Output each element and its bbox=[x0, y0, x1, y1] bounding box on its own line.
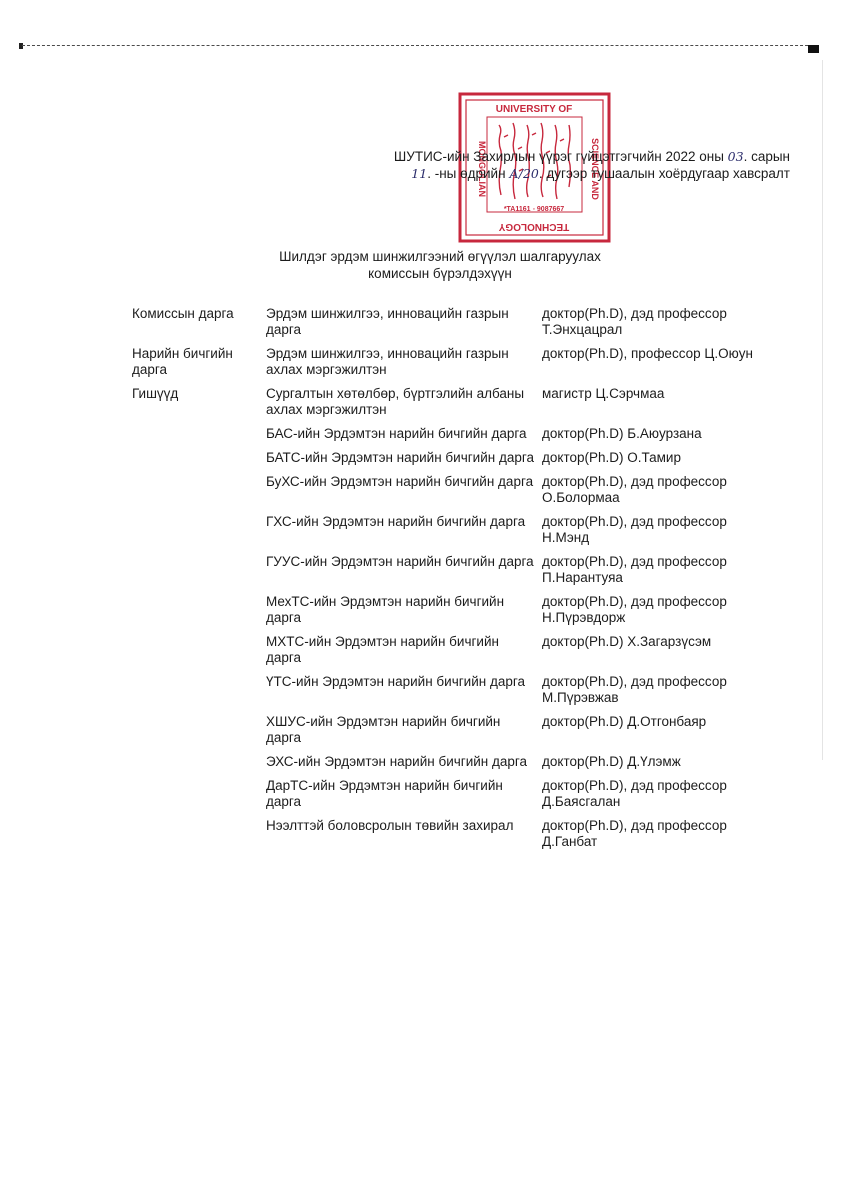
member-cell: доктор(Ph.D) Х.Загарзүсэм bbox=[542, 634, 712, 649]
role-cell bbox=[128, 714, 262, 754]
member-cell: доктор(Ph.D), дэд профессор Н.Пүрэвдорж bbox=[542, 594, 727, 625]
role-cell bbox=[128, 474, 262, 514]
table-row bbox=[128, 474, 768, 514]
role-cell bbox=[128, 554, 262, 594]
position-cell: ГХС-ийн Эрдэмтэн нарийн бичгийн дарга bbox=[266, 514, 526, 529]
table-row bbox=[128, 426, 768, 450]
role-cell bbox=[128, 778, 262, 818]
member-cell: доктор(Ph.D) О.Тамир bbox=[542, 450, 681, 465]
role-cell bbox=[128, 514, 262, 554]
handwritten-day: 11 bbox=[411, 166, 428, 181]
title-line-2: комиссын бүрэлдэхүүн bbox=[368, 266, 512, 281]
seal-top-text: UNIVERSITY OF bbox=[495, 104, 573, 115]
table-row bbox=[128, 346, 768, 386]
role-cell: Комиссын дарга bbox=[132, 306, 234, 321]
seal-left-text: MONGOLIAN bbox=[477, 141, 487, 197]
role-cell bbox=[128, 634, 262, 674]
role-cell bbox=[128, 426, 262, 450]
member-cell: доктор(Ph.D), дэд профессор Д.Баясгалан bbox=[542, 778, 727, 809]
table-row bbox=[128, 594, 768, 634]
role-cell bbox=[128, 450, 262, 474]
table-row bbox=[128, 754, 768, 778]
handwritten-order-number: А/20 bbox=[509, 166, 539, 181]
position-cell: БАТС-ийн Эрдэмтэн нарийн бичгийн дарга bbox=[266, 450, 534, 465]
table-row bbox=[128, 778, 768, 818]
table-row bbox=[128, 714, 768, 754]
title-line-1: Шилдэг эрдэм шинжилгээний өгүүлэл шалгаруулах bbox=[279, 249, 601, 264]
position-cell: Нээлттэй боловсролын төвийн захирал bbox=[266, 818, 514, 833]
position-cell: ҮТС-ийн Эрдэмтэн нарийн бичгийн дарга bbox=[266, 674, 525, 689]
seal-registry-number: *TA1161 ◦ 9087667 bbox=[503, 206, 565, 213]
member-cell: доктор(Ph.D), дэд профессор Т.Энхцацрал bbox=[542, 306, 727, 337]
position-cell: Сургалтын хөтөлбөр, бүртгэлийн албаны ахлах мэргэжилтэн bbox=[266, 386, 525, 417]
order-note-line-1: ШУТИС-ийн Захирлын үүрэг гүйцэтгэгчийн 2022 оны 03. сарын bbox=[393, 149, 790, 164]
scan-margin-mark-left bbox=[19, 43, 23, 49]
position-cell: БуХС-ийн Эрдэмтэн нарийн бичгийн дарга bbox=[266, 474, 534, 489]
position-cell: МехТС-ийн Эрдэмтэн нарийн бичгийн дарга bbox=[266, 594, 505, 625]
member-cell: доктор(Ph.D), дэд профессор П.Нарантуяа bbox=[542, 554, 727, 585]
committee-composition-table bbox=[128, 306, 768, 858]
member-cell: доктор(Ph.D) Д.Үлэмж bbox=[542, 754, 681, 769]
position-cell: МХТС-ийн Эрдэмтэн нарийн бичгийн дарга bbox=[266, 634, 499, 665]
member-cell: доктор(Ph.D) Д.Отгонбаяр bbox=[542, 714, 707, 729]
order-note-line-2: 11. -ны өдрийн А/20. дугээр тушаалын хоёрдугаар хавсралт bbox=[411, 166, 790, 181]
role-cell bbox=[128, 674, 262, 714]
position-cell: ГУУС-ийн Эрдэмтэн нарийн бичгийн дарга bbox=[266, 554, 534, 569]
seal-right-text: SCIENCE AND bbox=[590, 138, 600, 200]
member-cell: доктор(Ph.D), дэд профессор Н.Мэнд bbox=[542, 514, 727, 545]
table-row bbox=[128, 634, 768, 674]
table-row bbox=[128, 306, 768, 346]
scan-border-line bbox=[22, 45, 818, 46]
role-cell bbox=[128, 594, 262, 634]
member-cell: доктор(Ph.D), профессор Ц.Оюун bbox=[542, 346, 753, 361]
scan-page-edge bbox=[822, 60, 823, 760]
handwritten-month: 03 bbox=[727, 149, 744, 164]
position-cell: БАС-ийн Эрдэмтэн нарийн бичгийн дарга bbox=[266, 426, 527, 441]
table-row bbox=[128, 450, 768, 474]
role-cell: Нарийн бичгийн дарга bbox=[132, 346, 233, 377]
table-row bbox=[128, 554, 768, 594]
role-cell: Гишүүд bbox=[132, 386, 179, 401]
scan-margin-mark-right bbox=[808, 45, 819, 53]
role-cell bbox=[128, 754, 262, 778]
position-cell: Эрдэм шинжилгээ, инновацийн газрын ахлах мэргэжилтэн bbox=[266, 346, 509, 377]
document-title bbox=[250, 248, 630, 282]
member-cell: магистр Ц.Сэрчмаа bbox=[542, 386, 665, 401]
role-cell bbox=[128, 818, 262, 858]
position-cell: ХШУС-ийн Эрдэмтэн нарийн бичгийн дарга bbox=[266, 714, 501, 745]
table-row bbox=[128, 514, 768, 554]
seal-bottom-text: TECHNOLOGY bbox=[498, 221, 570, 232]
member-cell: доктор(Ph.D), дэд профессор О.Болормаа bbox=[542, 474, 727, 505]
member-cell: доктор(Ph.D) Б.Аюурзана bbox=[542, 426, 702, 441]
position-cell: ЭХС-ийн Эрдэмтэн нарийн бичгийн дарга bbox=[266, 754, 528, 769]
position-cell: ДарТС-ийн Эрдэмтэн нарийн бичгийн дарга bbox=[266, 778, 503, 809]
member-cell: доктор(Ph.D), дэд профессор Д.Ганбат bbox=[542, 818, 727, 849]
position-cell: Эрдэм шинжилгээ, инновацийн газрын дарга bbox=[266, 306, 509, 337]
order-attachment-note bbox=[300, 148, 790, 182]
table-row bbox=[128, 818, 768, 858]
member-cell: доктор(Ph.D), дэд профессор М.Пүрэвжав bbox=[542, 674, 727, 705]
table-row bbox=[128, 386, 768, 426]
table-row bbox=[128, 674, 768, 714]
